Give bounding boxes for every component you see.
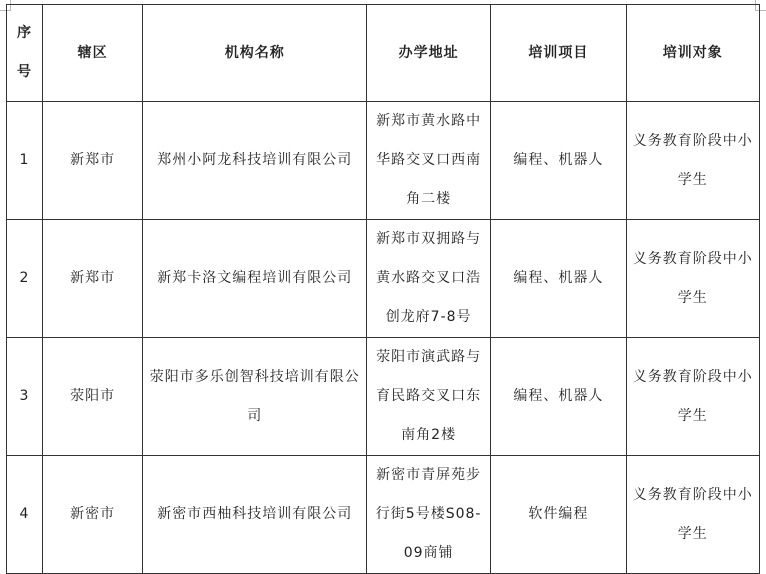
cell-index: 2 — [7, 220, 43, 338]
cell-district: 荥阳市 — [42, 338, 143, 456]
cell-project: 软件编程 — [491, 456, 626, 574]
cell-audience: 义务教育阶段中小学生 — [626, 338, 759, 456]
cell-district: 新郑市 — [42, 102, 143, 220]
header-district: 辖区 — [42, 5, 143, 102]
table-row — [7, 338, 760, 456]
cell-audience: 义务教育阶段中小学生 — [626, 220, 759, 338]
cell-address: 新郑市双拥路与黄水路交叉口浩创龙府7-8号 — [367, 220, 491, 338]
cell-address: 新郑市黄水路中华路交叉口西南角二楼 — [367, 102, 491, 220]
cell-index: 1 — [7, 102, 43, 220]
training-institutions-table — [6, 4, 760, 574]
cell-name: 郑州小阿龙科技培训有限公司 — [143, 102, 367, 220]
header-index: 序号 — [7, 5, 43, 102]
cell-name: 荥阳市多乐创智科技培训有限公司 — [143, 338, 367, 456]
header-name: 机构名称 — [143, 5, 367, 102]
cell-index: 4 — [7, 456, 43, 574]
table-row — [7, 456, 760, 574]
cell-district: 新郑市 — [42, 220, 143, 338]
cell-project: 编程、机器人 — [491, 220, 626, 338]
cell-name: 新郑卡洛文编程培训有限公司 — [143, 220, 367, 338]
cell-project: 编程、机器人 — [491, 338, 626, 456]
cell-audience: 义务教育阶段中小学生 — [626, 456, 759, 574]
cell-audience: 义务教育阶段中小学生 — [626, 102, 759, 220]
cell-address: 荥阳市演武路与育民路交叉口东南角2楼 — [367, 338, 491, 456]
header-audience: 培训对象 — [626, 5, 759, 102]
cell-district: 新密市 — [42, 456, 143, 574]
table-header-row — [7, 5, 760, 102]
cell-index: 3 — [7, 338, 43, 456]
table-row — [7, 102, 760, 220]
header-address: 办学地址 — [367, 5, 491, 102]
cell-address: 新密市青屏苑步行街5号楼S08-09商铺 — [367, 456, 491, 574]
table-row — [7, 220, 760, 338]
cell-name: 新密市西柚科技培训有限公司 — [143, 456, 367, 574]
cell-project: 编程、机器人 — [491, 102, 626, 220]
header-project: 培训项目 — [491, 5, 626, 102]
